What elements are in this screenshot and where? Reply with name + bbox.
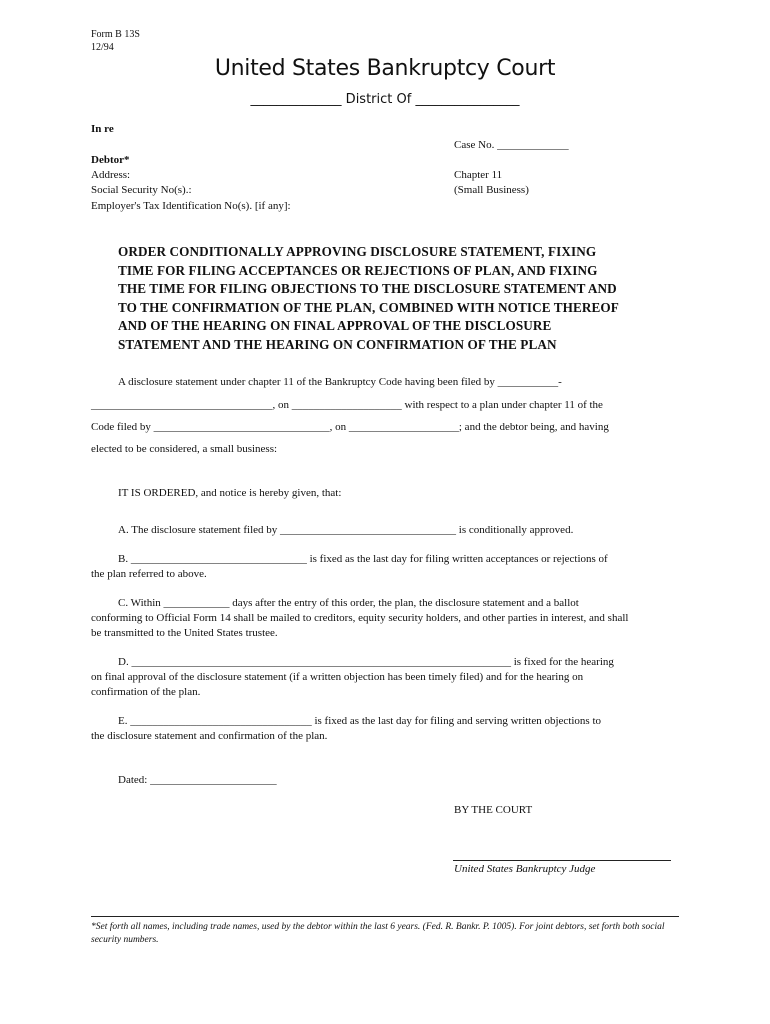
item-a: A. The disclosure statement filed by ________________________________ is conditionally approved. [118, 524, 574, 536]
item-c-line-1: C. Within ____________ days after the entry of this order, the plan, the disclosure statement and a ballot [118, 597, 579, 609]
small-business-label: (Small Business) [454, 184, 529, 196]
intro-line-3: Code filed by ________________________________, on ____________________; and the debtor being, and having [91, 421, 609, 433]
footnote: *Set forth all names, including trade names, used by the debtor within the last 6 years. (Fed. R. Bankr. P. 1005). For joint debtors, set forth both social security numbers. [91, 922, 665, 945]
debtor-label: Debtor* [91, 154, 130, 166]
item-d-line-3: confirmation of the plan. [91, 686, 201, 698]
order-title-line: TO THE CONFIRMATION OF THE PLAN, COMBINED WITH NOTICE THEREOF [118, 299, 619, 315]
form-number: Form B 13S [91, 29, 140, 40]
item-d-line-2: on final approval of the disclosure statement (if a written objection has been timely filed) and for the hearing on [91, 671, 584, 683]
in-re-label: In re [91, 123, 114, 135]
order-title-line: STATEMENT AND THE HEARING ON CONFIRMATION OF THE PLAN [118, 336, 557, 352]
by-the-court: BY THE COURT [454, 804, 533, 816]
intro-line-1: A disclosure statement under chapter 11 of the Bankruptcy Code having been filed by ___________- [118, 376, 562, 388]
chapter-label: Chapter 11 [454, 169, 503, 181]
intro-line-4: elected to be considered, a small business: [91, 443, 278, 455]
court-title: United States Bankruptcy Court [214, 56, 556, 81]
signature-line [453, 860, 671, 861]
order-title-line: AND OF THE HEARING ON FINAL APPROVAL OF THE DISCLOSURE [118, 318, 552, 333]
order-title-line: THE TIME FOR FILING OBJECTIONS TO THE DISCLOSURE STATEMENT AND [118, 281, 617, 296]
order-title-line: TIME FOR FILING ACCEPTANCES OR REJECTIONS OF PLAN, AND FIXING [118, 262, 598, 278]
form-date: 12/94 [91, 42, 114, 53]
case-number-field: Case No. _____________ [454, 139, 569, 151]
intro-line-2: _________________________________, on ____________________ with respect to a plan under chapter 11 of the [91, 399, 603, 411]
ein-label: Employer's Tax Identification No(s). [if any]: [91, 200, 291, 212]
district-line: ______________ District Of ________________ [250, 92, 520, 107]
item-c-line-3: be transmitted to the United States trustee. [91, 627, 278, 639]
ssn-label: Social Security No(s).: [91, 184, 192, 196]
item-e-line-2: the disclosure statement and confirmation of the plan. [91, 730, 328, 742]
dated-field: Dated: _______________________ [118, 774, 277, 786]
item-b-line-2: the plan referred to above. [91, 568, 207, 580]
form-identifier [91, 28, 140, 54]
it-is-ordered: IT IS ORDERED, and notice is hereby given, that: [118, 487, 342, 499]
order-title-line: ORDER CONDITIONALLY APPROVING DISCLOSURE STATEMENT, FIXING [118, 244, 597, 259]
judge-title: United States Bankruptcy Judge [454, 863, 596, 875]
item-b-line-1: B. ________________________________ is fixed as the last day for filing written acceptances or rejections of [118, 553, 608, 565]
item-c-line-2: conforming to Official Form 14 shall be mailed to creditors, equity security holders, and other parties in interest, and shall [91, 612, 629, 624]
item-e-line-1: E. _________________________________ is fixed as the last day for filing and serving written objections to [118, 715, 602, 727]
address-label: Address: [91, 169, 131, 181]
order-title [118, 243, 678, 354]
footnote-divider [91, 916, 679, 917]
item-d-line-1: D. _____________________________________________________________________ is fixed for the hearing [118, 656, 614, 668]
